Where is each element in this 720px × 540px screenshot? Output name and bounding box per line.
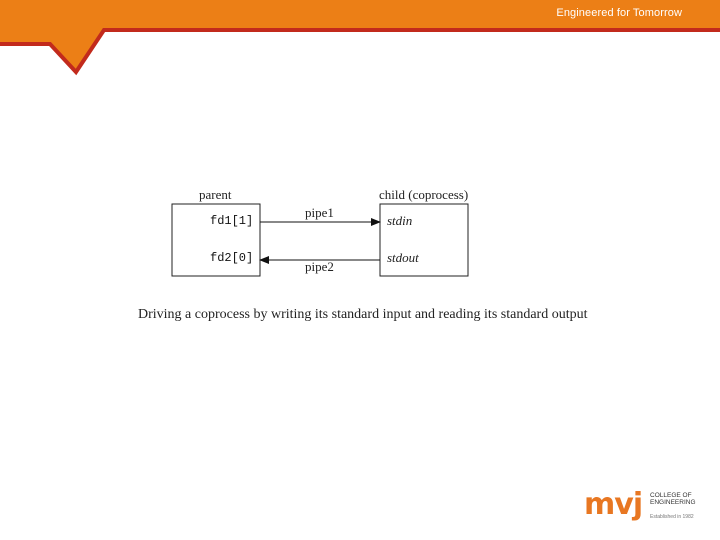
pipe2-label: pipe2 xyxy=(305,259,334,274)
diagram-caption: Driving a coprocess by writing its standard input and reading its standard output xyxy=(138,307,588,322)
logo-name xyxy=(650,492,700,506)
parent-fd-read: fd2[0] xyxy=(210,251,254,265)
logo-established: Established in 1982 xyxy=(650,514,694,520)
parent-fd-write: fd1[1] xyxy=(210,214,254,228)
coprocess-diagram xyxy=(130,180,490,290)
child-stdin-label: stdin xyxy=(387,213,413,228)
logo-mark: mvj xyxy=(584,487,643,522)
child-stdout-label: stdout xyxy=(387,250,419,265)
parent-label: parent xyxy=(199,187,232,202)
banner-red-accent xyxy=(0,30,720,72)
header-tagline: Engineered for Tomorrow xyxy=(556,7,682,19)
child-label: child (coprocess) xyxy=(379,187,469,202)
college-logo xyxy=(584,488,694,528)
logo-name-line1: COLLEGE OF xyxy=(650,492,692,499)
pipe1-label: pipe1 xyxy=(305,205,334,220)
logo-name-line2: ENGINEERING xyxy=(650,499,696,506)
